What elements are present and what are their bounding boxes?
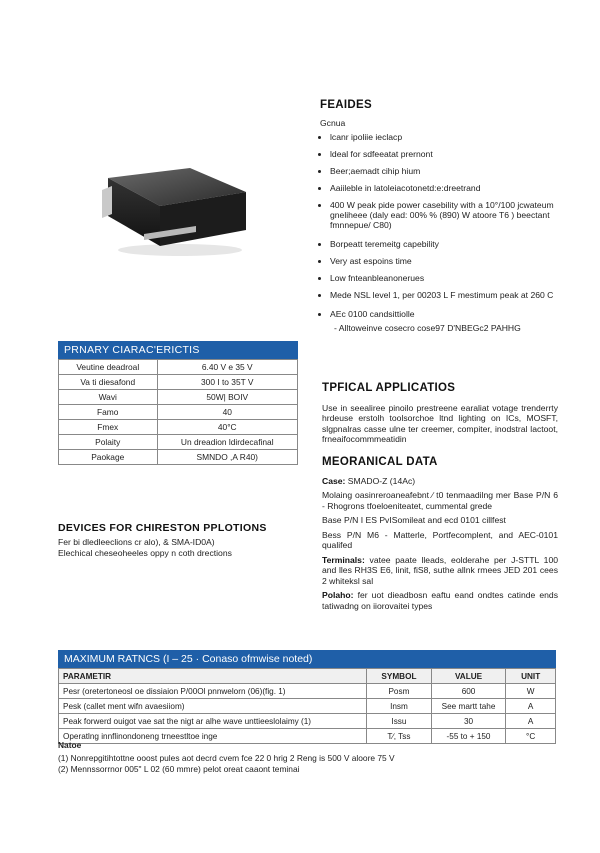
param-cell: Pesk (callet ment wifn avaesiiom) <box>59 699 367 714</box>
feature-item: • ldeal for sdfeeatat prernont <box>330 149 560 159</box>
value-cell: 30 <box>431 714 506 729</box>
param-cell: Pesr (oretertoneosl oe dissiaion P/00Ol pnnwelorn (06)(fig. 1) <box>59 684 367 699</box>
mechanical-text: Molaing oasinreroaneafebnt ∕ t0 tenmaadilng mer Base P/N 6 - Rhogrons tfoeloeniteatet, cummental grede <box>322 490 558 511</box>
symbol-cell: Issu <box>367 714 432 729</box>
feature-item: • Very ast espoins time <box>330 256 560 266</box>
devices-line: Elechical cheseoheeles oppy n coth drections <box>58 548 232 558</box>
mechanical-text: Base P/N I ES PvISomileat and ecd 0101 cillfest <box>322 515 506 525</box>
feature-item: • AEc 0100 candsittiolle <box>330 309 560 319</box>
devices-line: Fer bi dledleeclions cr alo), & SMA-ID0A) <box>58 537 215 547</box>
typical-applications <box>322 383 558 445</box>
param-cell: Veutine deadroal <box>59 360 158 375</box>
table-header-row <box>59 669 556 684</box>
features-section <box>320 100 560 333</box>
unit-cell: A <box>506 699 556 714</box>
maximum-ratings-title: MAXIMUM RATNCS (I – 25 · Conaso ofmwise noted) <box>58 650 556 668</box>
value-cell: 40°C <box>157 420 298 435</box>
mechanical-text: fer uot dieadbosn eaftu eand ondtes catinde ends tatiwadng on iiorovaitei types <box>322 590 558 611</box>
table-row <box>59 405 298 420</box>
primary-characteristics-table <box>58 359 298 465</box>
devices-section <box>58 523 298 559</box>
table-row <box>59 360 298 375</box>
features-list <box>320 132 560 319</box>
feature-item: • Beer;aemadt cihip hium <box>330 166 560 176</box>
primary-characteristics <box>58 341 298 465</box>
table-row <box>59 450 298 465</box>
param-cell: Paokage <box>59 450 158 465</box>
mechanical-para <box>322 515 558 526</box>
mechanical-text: vatee paate lleads, eolderahe per J-STTL 100 and lles RH3S E6, linit, fiS8, suthe allnk rmees JED 201 cees 2 whiteksl sal <box>322 554 558 586</box>
feature-item: • lcanr ipoliie ieclacp <box>330 132 560 142</box>
unit-cell: W <box>506 684 556 699</box>
mechanical-para <box>322 490 558 511</box>
typical-applications-heading: TPFICAL APPLICATIOS <box>322 382 456 394</box>
param-cell: Va ti diesafond <box>59 375 158 390</box>
column-header: UNIT <box>506 669 556 684</box>
mechanical-para <box>322 590 558 611</box>
primary-characteristics-title: PRNARY CIARAC'ERICTIS <box>58 341 298 359</box>
value-cell: SMNDO ,A R40) <box>157 450 298 465</box>
param-cell: Famo <box>59 405 158 420</box>
symbol-cell: Insm <box>367 699 432 714</box>
feature-subitem: - Alltoweinve cosecro cose97 D'NBEGc2 PAHHG <box>334 323 521 333</box>
notes-section <box>58 740 558 775</box>
mechanical-label: Polaho: <box>322 590 354 600</box>
maximum-ratings <box>58 650 556 744</box>
notes-heading: Natoe <box>58 740 82 750</box>
mechanical-label: Terminals: <box>322 554 365 565</box>
column-header: PARAMETIR <box>59 669 367 684</box>
table-row <box>59 684 556 699</box>
note-line: (1) Nonrepgitihtottne ooost pules aot decrd cvem fce 22 0 hrig 2 Reng is 500 V aloore 75 V <box>58 753 395 763</box>
column-header: VALUE <box>431 669 506 684</box>
mechanical-para <box>322 530 558 551</box>
mechanical-text: SMADO-Z (14Ac) <box>345 475 416 486</box>
feature-item: • Mede NSL level 1, per 00203 L F mestimum peak at 260 C <box>330 290 560 300</box>
typical-applications-text: Use in seealiree pinoilo prestreene earaliat votage trenderrty hrdeuse erstolh toolsorchoe ltnd lighting on ICs, MOSFT, slgpnalras casse ulne ter creemer, compiter, inodstral lactoot, frneaifocommmeatidin <box>322 402 558 444</box>
value-cell: -55 to + 150 <box>431 729 506 744</box>
symbol-cell: Posm <box>367 684 432 699</box>
features-subheading: Gcnua <box>320 118 346 128</box>
value-cell: 600 <box>431 684 506 699</box>
feature-item: • 400 W peak pide power casebility with a 10°/100 jcwateum gneliheee (daly ead: 00% % (890) W atoore T6 ) beectant fmnnepue/ C80) <box>330 200 560 230</box>
value-cell: Un dreadion ldirdecafinal <box>157 435 298 450</box>
value-cell: 50W| BOIV <box>157 390 298 405</box>
param-cell: Peak forwerd ouigot vae sat the nigt ar alhe wave unttieeslolaimy (1) <box>59 714 367 729</box>
value-cell: 40 <box>157 405 298 420</box>
feature-item: • Low fnteanbleanonerues <box>330 273 560 283</box>
maximum-ratings-table <box>58 668 556 744</box>
table-row <box>59 390 298 405</box>
param-cell: Operatlng innflinondoneng trneestltoe inge <box>59 729 367 744</box>
product-photo <box>100 150 250 260</box>
unit-cell: A <box>506 714 556 729</box>
table-row <box>59 714 556 729</box>
mechanical-label: Case: <box>322 475 346 486</box>
table-row <box>59 435 298 450</box>
feature-item: • Aaiileble in latoleiacotonetd:e:dreetrand <box>330 183 560 193</box>
column-header: SYMBOL <box>367 669 432 684</box>
table-row <box>59 699 556 714</box>
param-cell: Wavi <box>59 390 158 405</box>
mechanical-text: Bess P/N M6 - Matterle, Portfecomplent, and AEC-0101 qualifed <box>322 529 558 550</box>
param-cell: Polaity <box>59 435 158 450</box>
note-line: (2) Mennssorrnor 005" L 02 (60 mmre) pelot oreat caaont teminai <box>58 764 300 774</box>
mechanical-data <box>322 457 558 615</box>
table-row <box>59 420 298 435</box>
value-cell: 300 I to 35T V <box>157 375 298 390</box>
features-heading: FEAIDES <box>320 99 372 111</box>
value-cell: 6.40 V e 35 V <box>157 360 298 375</box>
value-cell: See martt tahe <box>431 699 506 714</box>
mechanical-data-heading: MEORANICAL DATA <box>322 456 438 468</box>
unit-cell: °C <box>506 729 556 744</box>
symbol-cell: T∕, Tss <box>367 729 432 744</box>
devices-heading: DEVICES FOR CHIRESTON PPLOTIONS <box>58 522 267 534</box>
mechanical-para <box>322 476 558 487</box>
table-row <box>59 375 298 390</box>
mechanical-para <box>322 555 558 587</box>
feature-item: • Borpeatt teremeitg capebility <box>330 239 560 249</box>
param-cell: Fmex <box>59 420 158 435</box>
